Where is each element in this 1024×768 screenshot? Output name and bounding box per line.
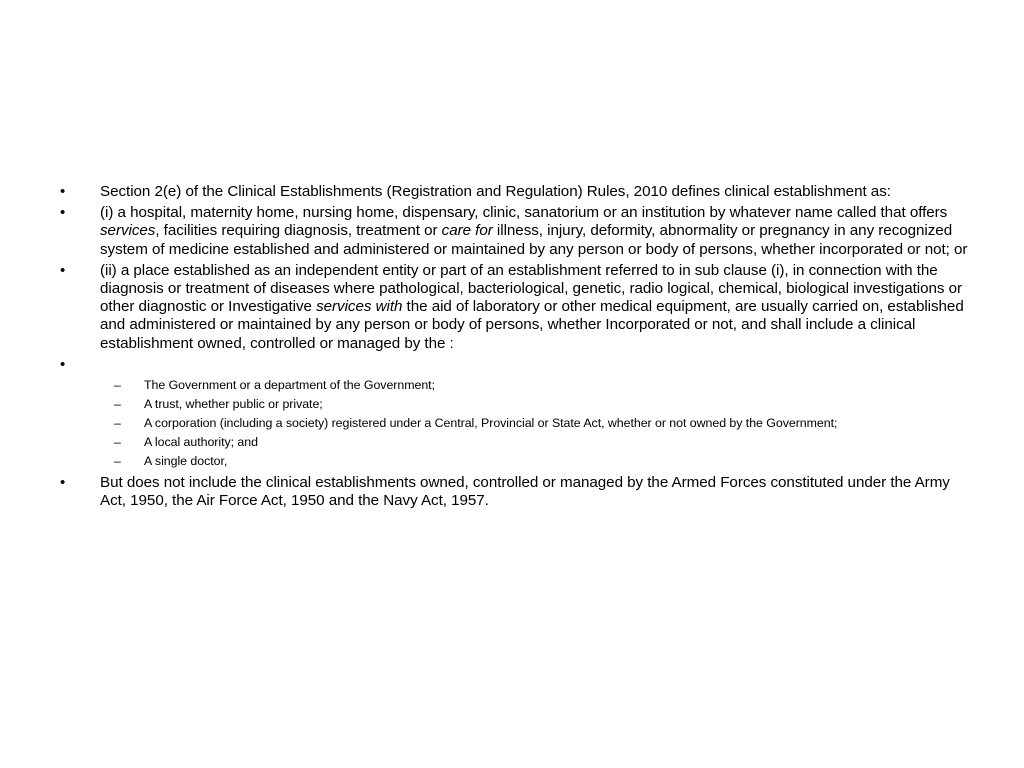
bullet-marker: •	[60, 474, 66, 492]
bullet-text-segment: (i) a hospital, maternity home, nursing home, dispensary, clinic, sanatorium or an institution by whatever name called that offers	[100, 204, 948, 222]
sub-item-single-doctor	[100, 452, 968, 471]
bullet-text-segment: the aid of laboratory or other medical equipment, are usually carried on, established and administered or maintained by any person or body of persons, whether Incorporated or not, and shall include a clinical establishment owned, controlled or managed by the :	[100, 298, 964, 352]
bullet-item-clause-ii	[58, 262, 968, 353]
dash-marker: –	[114, 454, 121, 469]
sub-item-government	[100, 376, 968, 395]
bullet-marker: •	[60, 183, 66, 200]
sub-item-text: A trust, whether public or private;	[144, 397, 323, 412]
sub-bullet-list	[100, 376, 968, 471]
dash-marker: –	[114, 435, 121, 450]
bullet-text-segment: illness, injury, deformity, abnormality or pregnancy in any recognized system of medicine established and administered or maintained by any person or body of persons, whether incorporated or not; or	[100, 222, 968, 258]
bullet-text-italic: services with	[316, 298, 403, 316]
bullet-text-italic: services	[100, 222, 156, 240]
sub-item-text: A corporation (including a society) registered under a Central, Provincial or State Act, whether or not owned by the Government;	[144, 416, 838, 431]
sub-item-trust	[100, 395, 968, 414]
bullet-item-sublist	[58, 356, 968, 471]
bullet-text-italic: care for	[441, 222, 493, 240]
bullet-text-segment: , facilities requiring diagnosis, treatment or	[155, 222, 442, 240]
bullet-list	[58, 183, 968, 510]
bullet-text-empty	[100, 356, 104, 373]
bullet-item-clause-i	[58, 204, 968, 259]
sub-item-local-authority	[100, 433, 968, 452]
bullet-marker: •	[60, 261, 66, 279]
dash-marker: –	[114, 378, 121, 393]
bullet-item-exclusion	[58, 474, 968, 510]
slide-body	[58, 183, 968, 513]
sub-item-text: The Government or a department of the Government;	[144, 378, 435, 393]
sub-item-corporation	[100, 414, 968, 433]
bullet-marker: •	[60, 355, 66, 373]
dash-marker: –	[114, 416, 121, 431]
bullet-item-definition-intro	[58, 183, 968, 201]
sub-item-text: A local authority; and	[144, 435, 258, 450]
bullet-text: But does not include the clinical establishments owned, controlled or managed by the Armed Forces constituted under the Army Act, 1950, the Air Force Act, 1950 and the Navy Act, 1957.	[100, 474, 950, 510]
bullet-marker: •	[60, 204, 66, 222]
bullet-text-segment: (ii) a place established as an independent entity or part of an establishment referred to in sub clause (i), in connection with the diagnosis or treatment of diseases where pathological, bacteriological, genetic, radio logical, chemical, biological investigations or other diagnostic or Investigative	[100, 261, 962, 316]
dash-marker: –	[114, 397, 121, 412]
sub-item-text: A single doctor,	[144, 454, 228, 469]
bullet-text: Section 2(e) of the Clinical Establishments (Registration and Regulation) Rules, 2010 defines clinical establishment as:	[100, 183, 891, 200]
